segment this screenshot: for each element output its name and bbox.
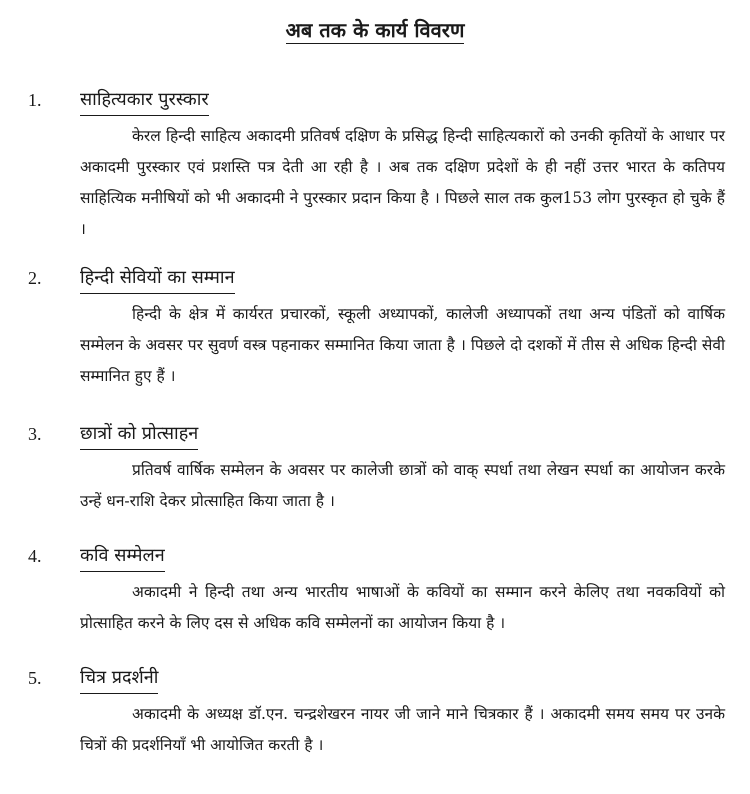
section-number: 5.	[28, 668, 42, 688]
section-number: 4.	[28, 546, 42, 566]
section-number: 3.	[28, 424, 42, 444]
section-number: 2.	[28, 268, 42, 288]
section-body: हिन्दी के क्षेत्र में कार्यरत प्रचारकों, स्कूली अध्यापकों, कालेजी अध्यापकों तथा अन्य पंडितों को वार्षिक सम्मेलन के अवसर पर सुवर्ण वस्त्र पहनाकर सम्मानित किया जाता है । पिछले दो दशकों में तीस से अधिक हिन्दी सेवी सम्मानित हुए हैं ।	[80, 305, 725, 385]
page-title	[0, 16, 750, 44]
section-heading: साहित्यकार पुरस्कार	[80, 87, 209, 116]
page-title-text: अब तक के कार्य विवरण	[285, 18, 465, 42]
section-heading: चित्र प्रदर्शनी	[80, 665, 158, 694]
section-body: अकादमी के अध्यक्ष डॉ.एन. चन्द्रशेखरन नायर जी जाने माने चित्रकार हैं । अकादमी समय समय पर उनके चित्रों की प्रदर्शनियाँ भी आयोजित करती है ।	[80, 705, 725, 754]
section-body: अकादमी ने हिन्दी तथा अन्य भारतीय भाषाओं के कवियों का सम्मान करने केलिए तथा नवकवियों को प्रोत्साहित करने के लिए दस से अधिक कवि सम्मेलनों का आयोजन किया है ।	[80, 583, 725, 632]
section-heading: कवि सम्मेलन	[80, 543, 165, 572]
section-body: प्रतिवर्ष वार्षिक सम्मेलन के अवसर पर कालेजी छात्रों को वाक् स्पर्धा तथा लेखन स्पर्धा का आयोजन करके उन्हें धन-राशि देकर प्रोत्साहित किया जाता है ।	[80, 461, 725, 510]
section-number: 1.	[28, 90, 42, 110]
section-heading: छात्रों को प्रोत्साहन	[80, 421, 198, 450]
section-heading: हिन्दी सेवियों का सम्मान	[80, 265, 235, 294]
section-body: केरल हिन्दी साहित्य अकादमी प्रतिवर्ष दक्षिण के प्रसिद्ध हिन्दी साहित्यकारों को उनकी कृतियों के आधार पर अकादमी पुरस्कार एवं प्रशस्ति पत्र देती आ रही है । अब तक दक्षिण प्रदेशों के ही नहीं उत्तर भारत के कतिपय साहित्यिक मनीषियों को भी अकादमी ने पुरस्कार प्रदान किया है । पिछले साल तक कुल153 लोग पुरस्कृत हो चुके हैं ।	[80, 127, 725, 238]
